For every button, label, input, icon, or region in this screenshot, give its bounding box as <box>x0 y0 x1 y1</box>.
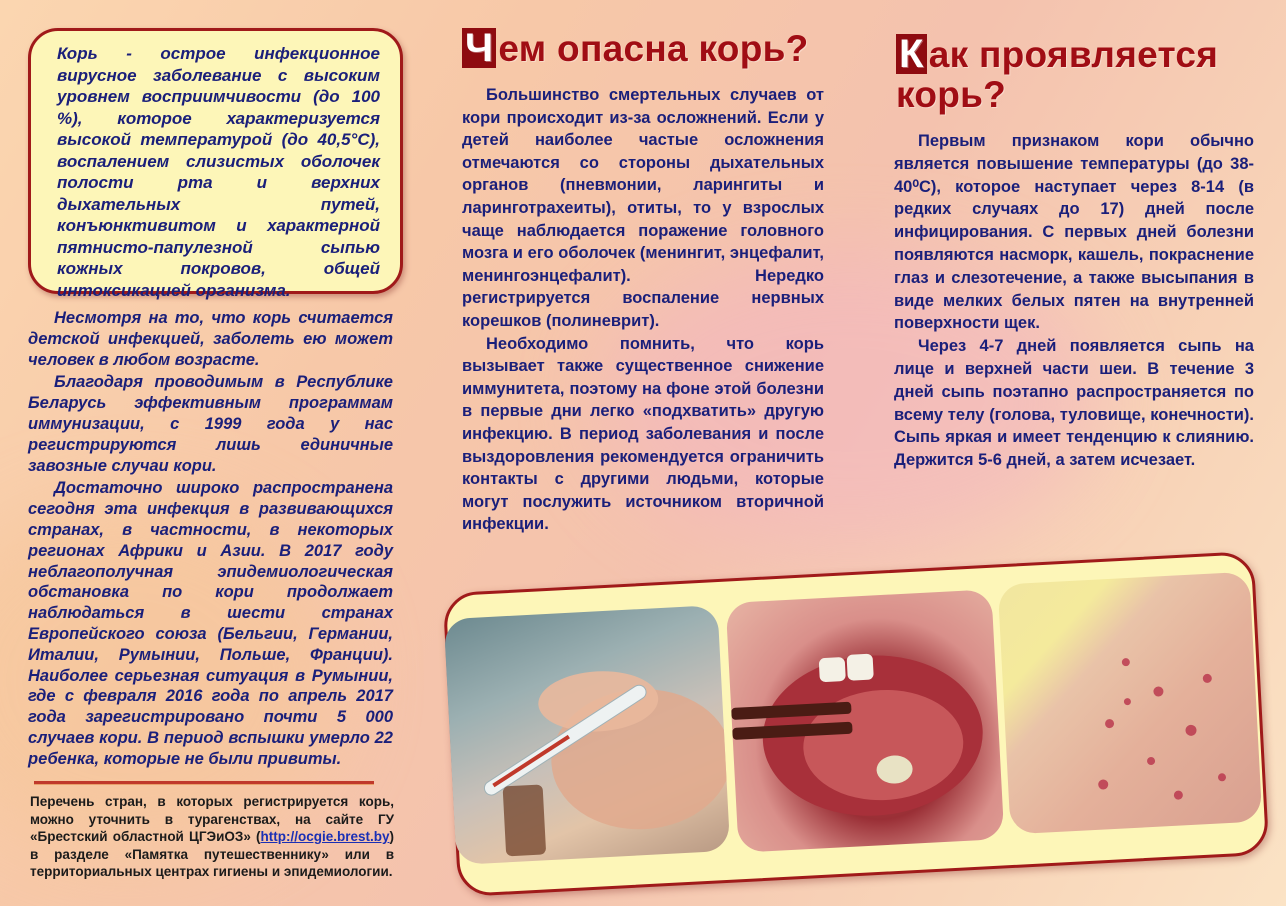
rash-spot <box>1153 686 1164 697</box>
middle-paragraph: Большинство смертельных случаев от кори происходит из-за осложнений. Если у детей наиболее частые осложнения отмечаются со стороны дыхательных органов (пневмонии, ларингиты и ларинготрахеиты), отиты, то у взрослых чаще наблюдается поражение головного мозга и его оболочек (менингит, энцефалит, менингоэнцефалит). Нередко регистрируется воспаление нервных корешков (полиневрит). <box>462 86 824 330</box>
thermometer-photo <box>444 605 730 865</box>
divider-line <box>34 781 374 784</box>
note-text-end: ) в разделе «Памятка путешественнику» или в территориальных центрах гигиены и эпидемиологии. <box>30 829 394 879</box>
rash-spot <box>1098 779 1109 790</box>
middle-column <box>462 84 824 536</box>
rash-spot <box>1174 790 1183 799</box>
left-paragraph: Достаточно широко распространена сегодня эта инфекция в развивающихся странах, в частности, в некоторых регионах Африки и Азии. В 2017 году неблагополучная эпидемиологическая обстановка по кори продолжает наблюдаться в шести странах Европейского союза (Бельгии, Германии, Италии, Румынии, Польше, Франции). Наиболее серьезная ситуация в Румынии, где с февраля 2016 года по апрель 2017 года зарегистрировано почти 5 000 случаев кори. В период вспышки умерло 22 ребенка, которые не были привиты. <box>28 479 393 768</box>
left-paragraph: Несмотря на то, что корь считается детской инфекцией, заболеть ею может человек в любом возрасте. <box>28 309 393 369</box>
left-column <box>28 308 393 772</box>
rash-spot <box>1122 658 1130 666</box>
heading-capital: Ч <box>462 28 496 68</box>
note-text-start: Перечень стран, в которых регистрируется корь, можно уточнить в турагенствах, на сайте ГУ «Брестский областной ЦГЭиОЗ» ( <box>30 794 394 844</box>
website-link[interactable]: http://ocgie.brest.by <box>260 829 390 844</box>
heading-capital: К <box>896 34 927 74</box>
rash-spot <box>1203 674 1212 683</box>
mouth-illustration <box>726 589 1005 853</box>
travel-note <box>30 793 394 881</box>
right-column <box>894 130 1254 472</box>
thermometer-illustration <box>444 605 730 865</box>
rash-spot <box>1185 725 1197 737</box>
left-paragraph: Благодаря проводимым в Республике Беларусь эффективным программам иммунизации, с 1999 года у нас регистрируются лишь единичные завозные случаи кори. <box>28 373 393 475</box>
heading-text-line2: корь? <box>896 74 1007 115</box>
right-paragraph: Первым признаком кори обычно является повышение температуры (до 38-40⁰С), которое наступает через 8-14 (в редких случаях до 17) дней после инфицирования. С первых дней болезни появляются насморк, кашель, покраснение глаз и слезотечение, а также высыпания в виде мелких белых пятен на внутренней поверхности щек. <box>894 132 1254 333</box>
right-paragraph: Через 4-7 дней появляется сыпь на лице и верхней части шеи. В течение 3 дней сыпь поэтапно распространяется по всему телу (голова, туловище, конечности). Сыпь яркая и имеет тенденцию к слиянию. Держится 5-6 дней, а затем исчезает. <box>894 337 1254 470</box>
heading-text: ем опасна корь? <box>498 28 809 69</box>
symptoms-heading <box>896 34 1218 115</box>
rash-photo <box>998 572 1263 835</box>
intro-definition-box <box>28 28 403 300</box>
danger-heading <box>462 28 809 70</box>
intro-text: Корь - острое инфекционное вирусное заболевание с высоким уровнем восприимчивости (до 100 %), которое характеризуется высокой температурой (до 40,5°С), воспалением слизистых оболочек полости рта и верхних дыхательных путей, конъюнктивитом и характерной пятнисто-папулезной сыпью кожных покровов, общей интоксикацией организма. <box>57 44 380 300</box>
rash-spot <box>1218 773 1226 781</box>
rash-spot <box>1124 698 1131 705</box>
rash-spot <box>1147 757 1155 765</box>
middle-paragraph: Необходимо помнить, что корь вызывает также существенное снижение иммунитета, поэтому на фоне этой болезни в первые дни легко «подхватить» другую инфекцию. В период заболевания и после выздоровления рекомендуется ограничить контакты с другими людьми, которые могут послужить источником вторичной инфекции. <box>462 334 824 534</box>
mouth-photo <box>726 589 1005 853</box>
rash-spot <box>1105 719 1114 728</box>
heading-text: ак проявляется <box>928 34 1219 75</box>
